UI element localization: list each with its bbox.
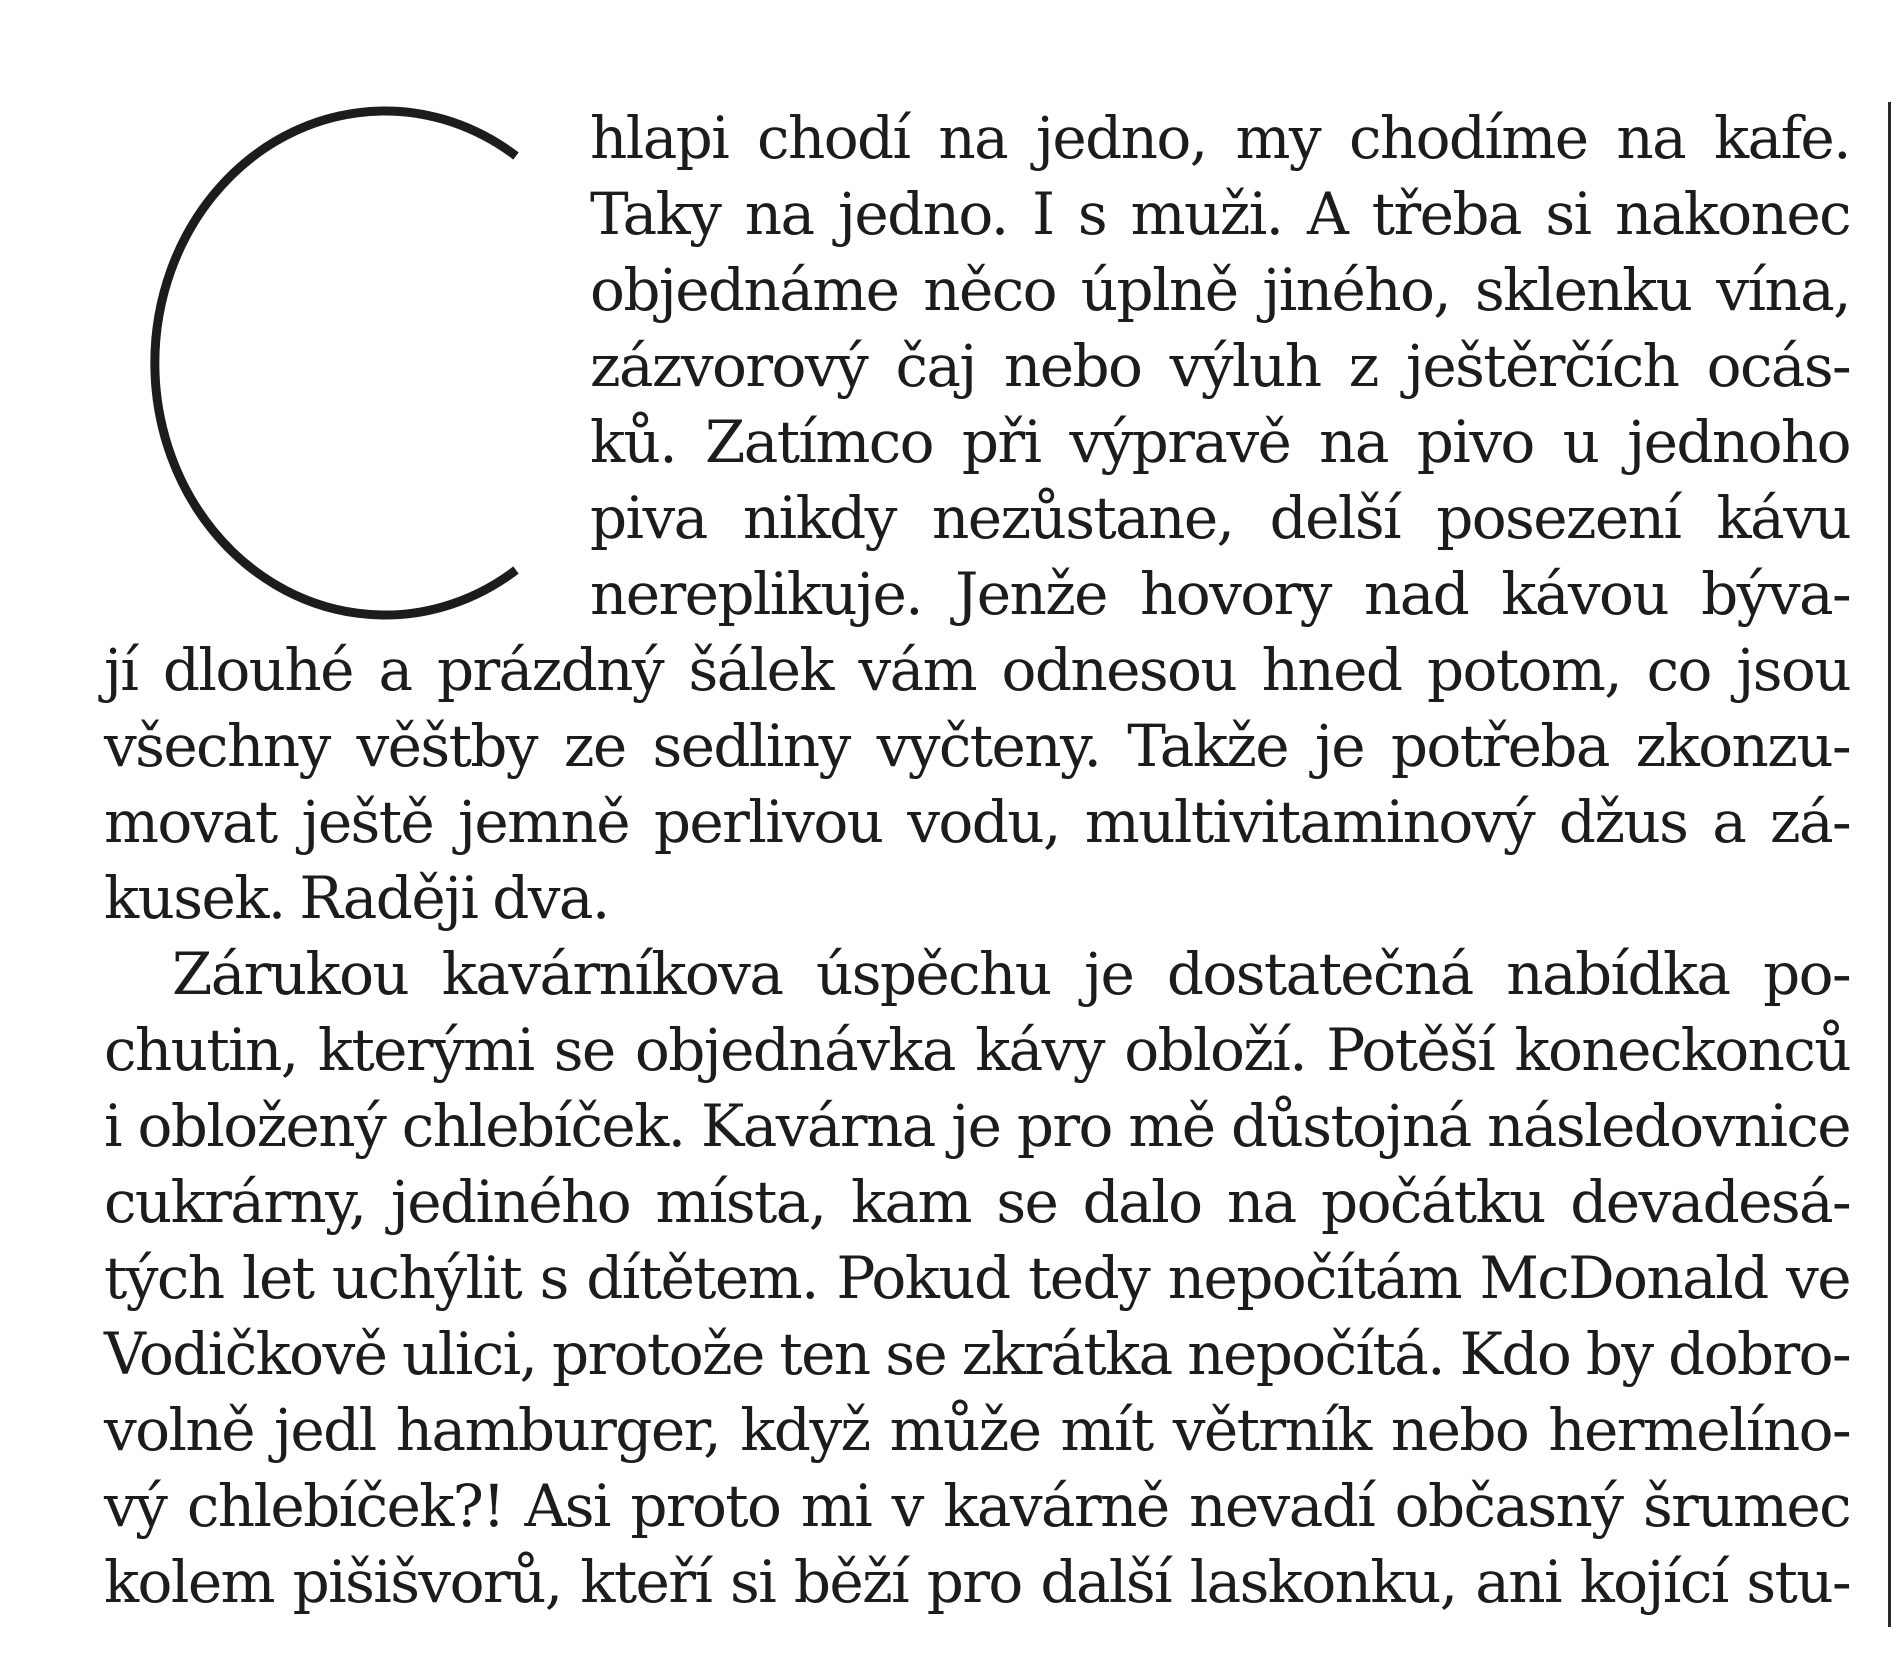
paragraph-1-line: hlapi chodí na jedno, my chodíme na kafe. [590,104,1850,172]
paragraph-2-line: Vodičkově ulici, protože ten se zkrátka nepočítá. Kdo by dobro- [104,1320,1850,1388]
paragraph-2-line: vý chlebíček?! Asi proto mi v kavárně nevadí občasný šrumec [104,1472,1850,1540]
paragraph-1-line: všechny věštby ze sedliny vyčteny. Takže je potřeba zkonzu- [104,712,1850,780]
paragraph-1-line: kusek. Raději dva. [104,864,609,932]
paragraph-1-line: piva nikdy nezůstane, delší posezení kávu [590,484,1850,552]
paragraph-2-line: Zárukou kavárníkova úspěchu je dostatečná nabídka po- [172,940,1850,1008]
paragraph-2-line: chutin, kterými se objednávka kávy obloží. Potěší koneckonců [104,1016,1850,1084]
paragraph-1-line: Taky na jedno. I s muži. A třeba si nakonec [590,180,1850,248]
paragraph-1-line: ků. Zatímco při výpravě na pivo u jednoho [590,408,1850,476]
paragraph-2-line: kolem pišišvorů, kteří si běží pro další laskonku, ani kojící stu- [104,1548,1850,1616]
column-divider [1888,102,1891,1627]
paragraph-1-line: objednáme něco úplně jiného, sklenku vína, [590,256,1850,324]
paragraph-2-line: tých let uchýlit s dítětem. Pokud tedy nepočítám McDonald ve [104,1244,1850,1312]
paragraph-1-line: zázvorový čaj nebo výluh z ještěrčích ocás- [590,332,1850,400]
paragraph-2-line: volně jedl hamburger, když může mít větrník nebo hermelíno- [104,1396,1850,1464]
paragraph-1-line: jí dlouhé a prázdný šálek vám odnesou hned potom, co jsou [104,636,1850,704]
paragraph-2-line: i obložený chlebíček. Kavárna je pro mě důstojná následovnice [104,1092,1850,1160]
drop-cap-letter [98,104,528,624]
paragraph-1-line: movat ještě jemně perlivou vodu, multivitaminový džus a zá- [104,788,1850,856]
paragraph-1-line: nereplikuje. Jenže hovory nad kávou býva- [590,560,1850,628]
paragraph-2-line: cukrárny, jediného místa, kam se dalo na počátku devadesá- [104,1168,1850,1236]
